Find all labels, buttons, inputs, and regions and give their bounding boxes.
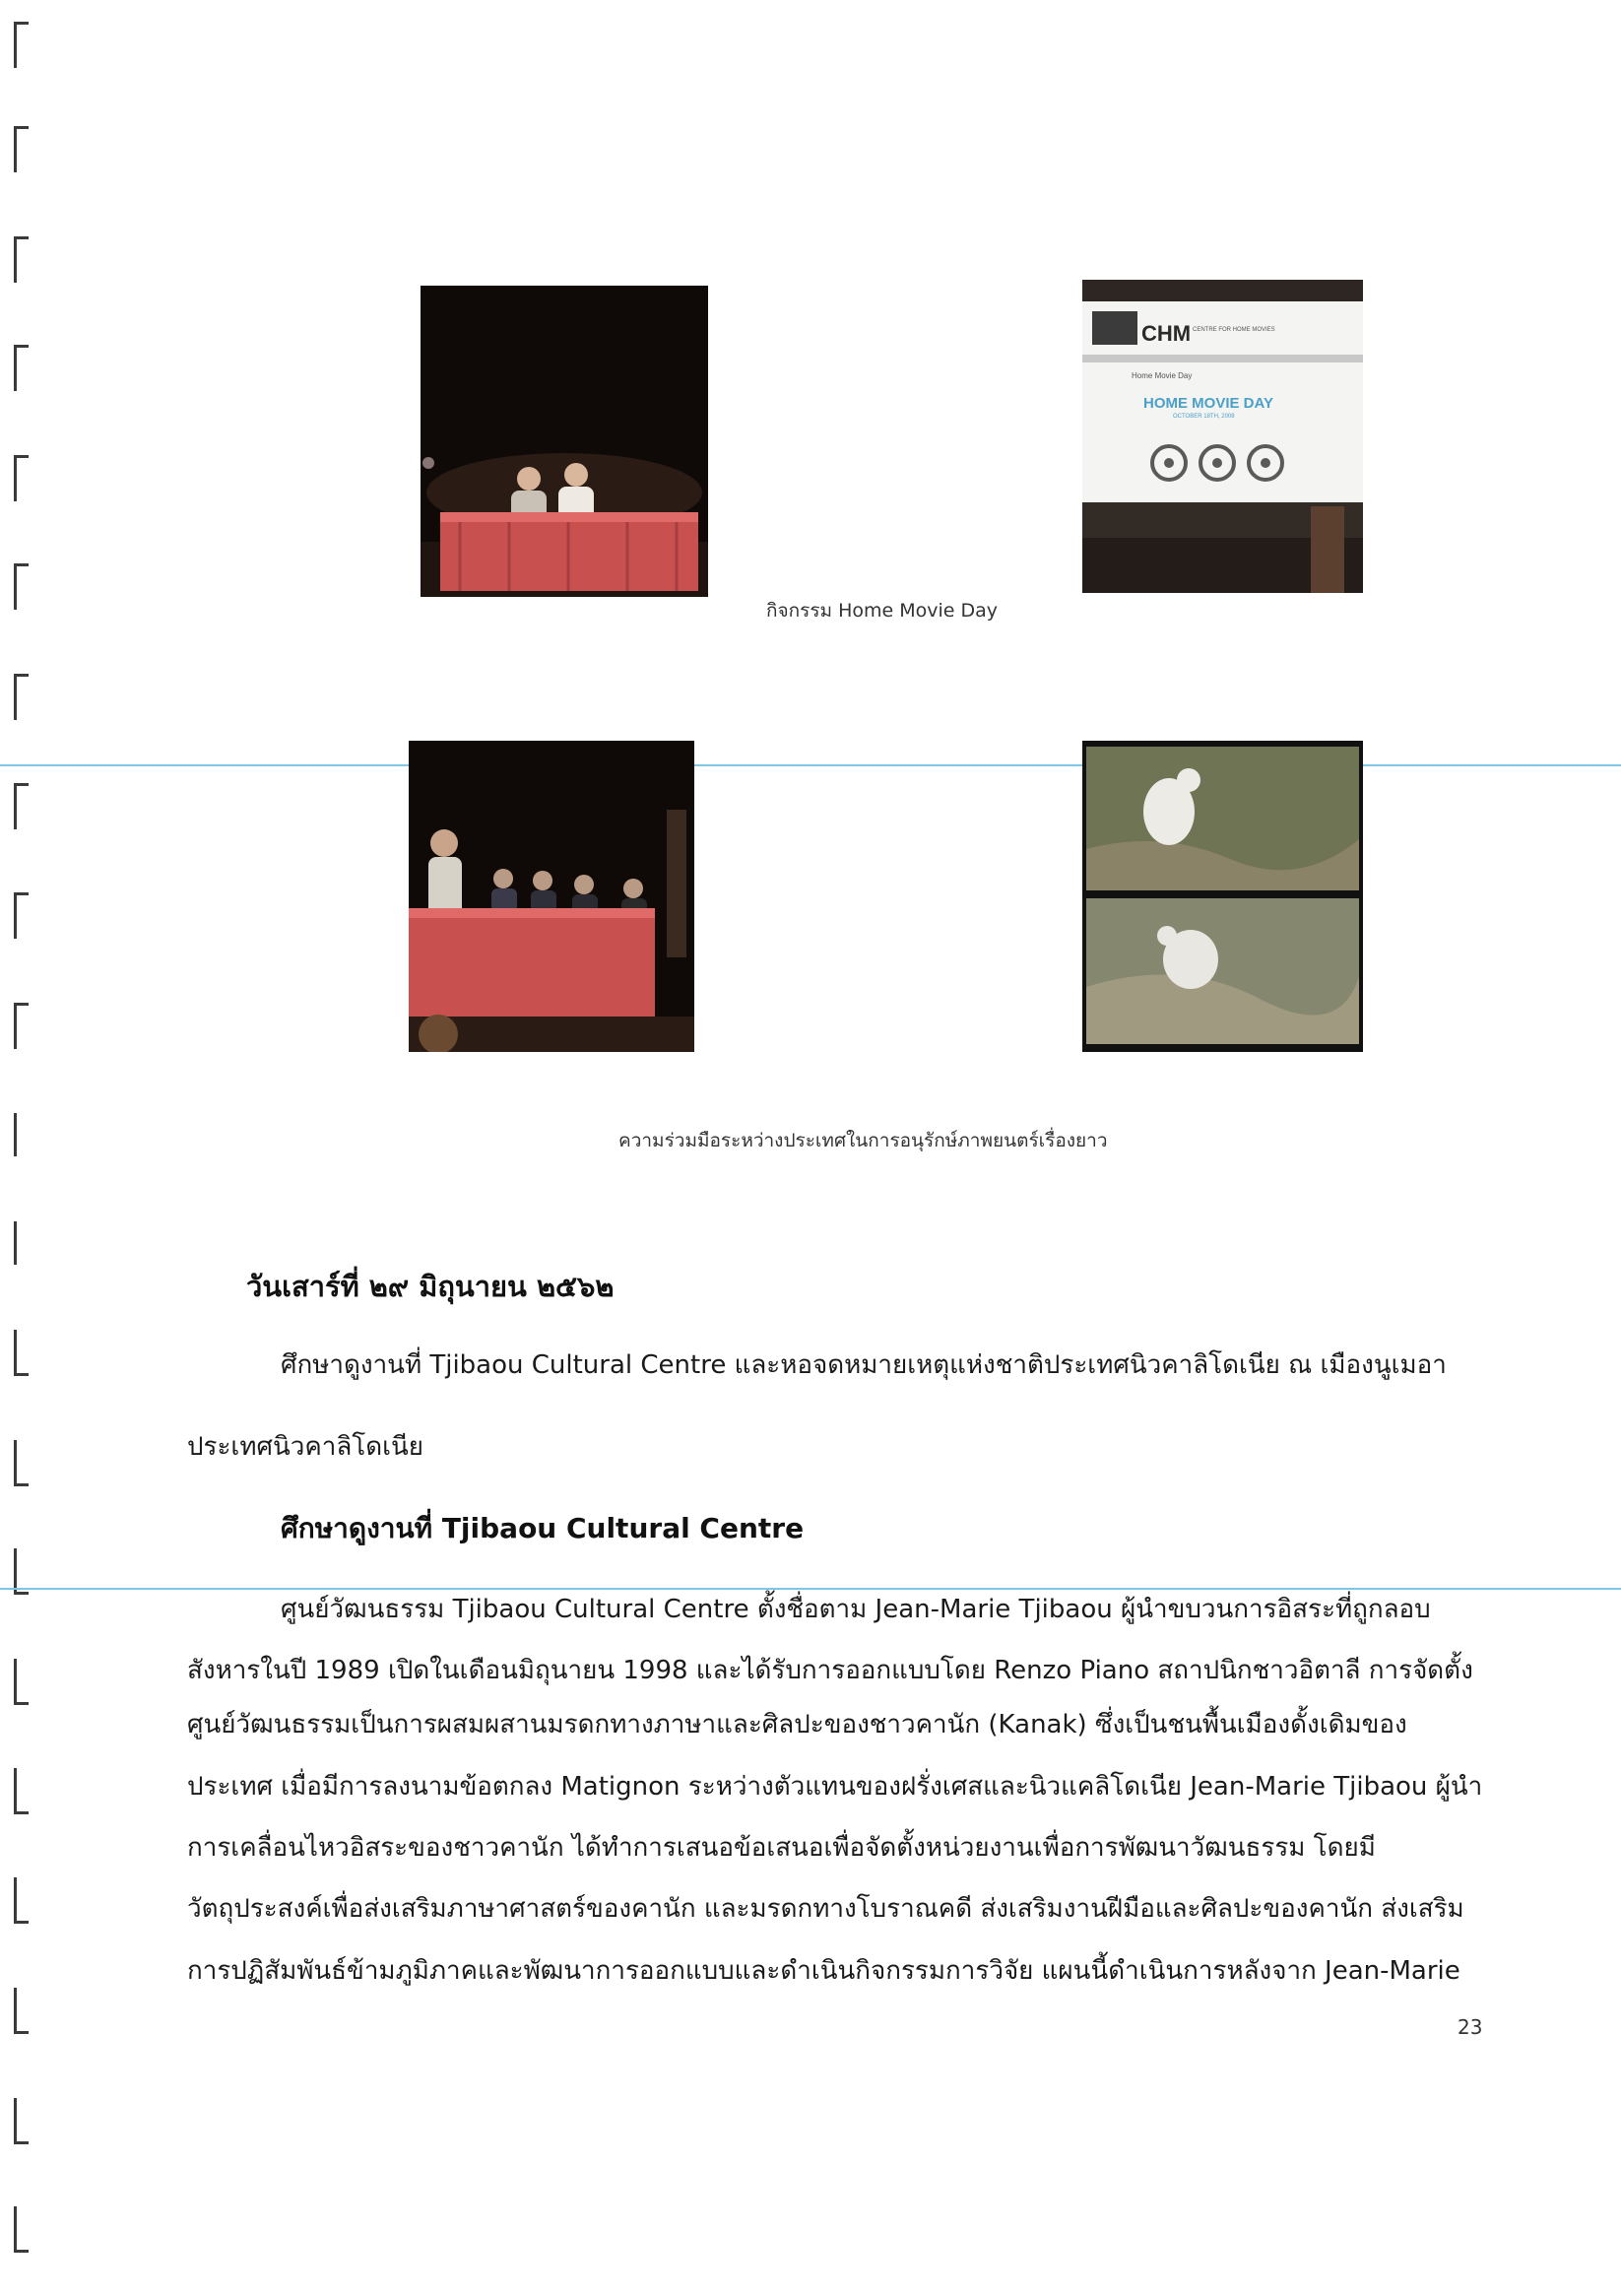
intro-line: ประเทศนิวคาลิโดเนีย bbox=[187, 1432, 424, 1462]
binder-mark bbox=[14, 892, 29, 939]
binder-mark bbox=[14, 1440, 29, 1486]
binder-mark bbox=[14, 455, 29, 501]
binder-mark bbox=[14, 783, 29, 829]
film-stills-image bbox=[1082, 741, 1363, 1052]
binder-mark bbox=[14, 1330, 29, 1376]
binder-mark bbox=[14, 563, 29, 610]
photo-panel-speaker bbox=[409, 741, 694, 1052]
scan-line bbox=[0, 764, 1621, 766]
screen-title: HOME MOVIE DAY bbox=[1143, 395, 1273, 412]
paragraph-line: ศูนย์วัฒนธรรมเป็นการผสมผสานมรดกทางภาษาและศิลปะของชาวคานัก (Kanak) ซึ่งเป็นชนพื้นเมืองดั้งเดิมของ bbox=[187, 1710, 1407, 1739]
section-heading: ศึกษาดูงานที่ Tjibaou Cultural Centre bbox=[281, 1512, 805, 1544]
photo-panel-discussion bbox=[421, 286, 708, 597]
screen-line: Home Movie Day bbox=[1132, 371, 1193, 380]
binder-mark bbox=[14, 674, 29, 720]
home-movie-day-image bbox=[1082, 280, 1363, 593]
binder-mark bbox=[14, 1768, 29, 1814]
panel-discussion-image bbox=[421, 286, 708, 597]
date-heading: วันเสาร์ที่ ๒๙ มิถุนายน ๒๕๖๒ bbox=[246, 1270, 615, 1303]
photo-caption: ความร่วมมือระหว่างประเทศในการอนุรักษ์ภาพยนตร์เรื่องยาว bbox=[618, 1130, 1108, 1151]
paragraph-line: ศูนย์วัฒนธรรม Tjibaou Cultural Centre ตั้งชื่อตาม Jean-Marie Tjibaou ผู้นำขบวนการอิสระที่ถูกลอบ bbox=[281, 1595, 1431, 1624]
chm-logo-sub: CENTRE FOR HOME MOVIES bbox=[1193, 327, 1275, 333]
binder-mark bbox=[14, 22, 29, 68]
binder-mark bbox=[14, 126, 29, 172]
binder-mark bbox=[14, 2098, 29, 2144]
binder-mark bbox=[14, 1988, 29, 2034]
binder-mark bbox=[14, 1221, 29, 1265]
binder-mark bbox=[14, 345, 29, 391]
intro-line: ศึกษาดูงานที่ Tjibaou Cultural Centre และหอจดหมายเหตุแห่งชาติประเทศนิวคาลิโดเนีย ณ เมืองนูเมอา bbox=[281, 1350, 1447, 1380]
binder-mark bbox=[14, 236, 29, 283]
paragraph-line: ประเทศ เมื่อมีการลงนามข้อตกลง Matignon ระหว่างตัวแทนของฝรั่งเศสและนิวแคลิโดเนีย Jean-Marie Tjibaou ผู้นำ bbox=[187, 1772, 1483, 1802]
paragraph-line: วัตถุประสงค์เพื่อส่งเสริมภาษาศาสตร์ของคานัก และมรดกทางโบราณคดี ส่งเสริมงานฝีมือและศิลปะของคานัก ส่งเสริม bbox=[187, 1894, 1464, 1924]
photo-film-stills bbox=[1082, 741, 1363, 1052]
paragraph-line: การเคลื่อนไหวอิสระของชาวคานัก ได้ทำการเสนอข้อเสนอเพื่อจัดตั้งหน่วยงานเพื่อการพัฒนาวัฒนธรรม โดยมี bbox=[187, 1833, 1376, 1863]
paragraph-line: สังหารในปี 1989 เปิดในเดือนมิถุนายน 1998 และได้รับการออกแบบโดย Renzo Piano สถาปนิกชาวอิตาลี การจัดตั้ง bbox=[187, 1656, 1473, 1685]
binder-mark bbox=[14, 1003, 29, 1049]
chm-logo: CHM bbox=[1141, 321, 1192, 346]
binder-mark bbox=[14, 1659, 29, 1705]
paragraph-line: การปฏิสัมพันธ์ข้ามภูมิภาคและพัฒนาการออกแบบและดำเนินกิจกรรมการวิจัย แผนนี้ดำเนินการหลังจาก Jean-Marie bbox=[187, 1956, 1460, 1986]
binder-mark bbox=[14, 1113, 29, 1156]
screen-date: OCTOBER 18TH, 2008 bbox=[1173, 414, 1235, 420]
panel-speaker-image bbox=[409, 741, 694, 1052]
binder-mark bbox=[14, 1877, 29, 1924]
binder-mark bbox=[14, 2206, 29, 2253]
page-number: 23 bbox=[1458, 2015, 1483, 2039]
photo-caption: กิจกรรม Home Movie Day bbox=[766, 600, 999, 622]
photo-home-movie-day-screen bbox=[1082, 280, 1363, 593]
